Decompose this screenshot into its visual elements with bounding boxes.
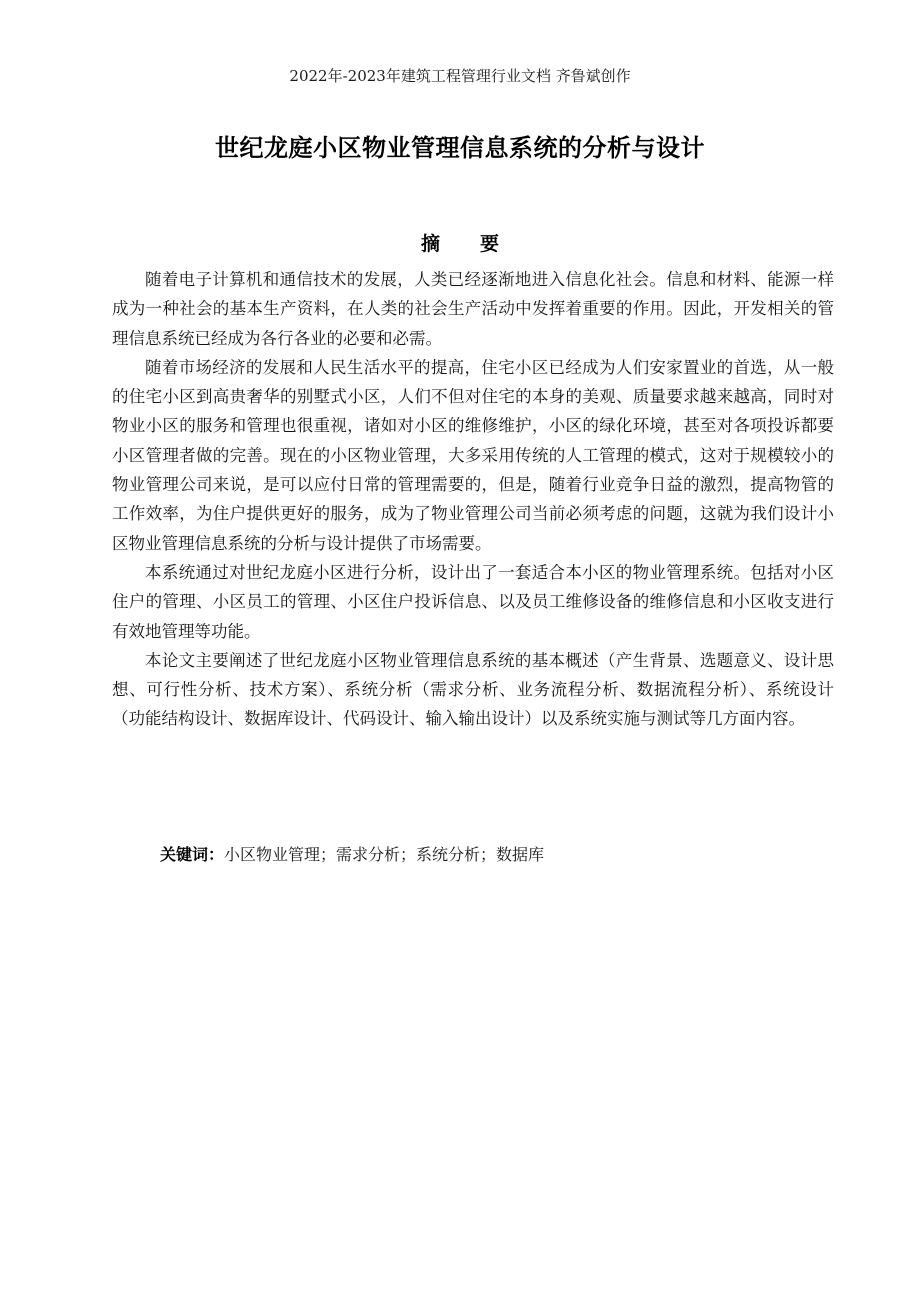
keywords-line: [160, 843, 544, 867]
page-header: 2022年-2023年建筑工程管理行业文档 齐鲁斌创作: [289, 67, 631, 85]
document-title: 世纪龙庭小区物业管理信息系统的分析与设计: [215, 134, 705, 162]
keywords-value: 小区物业管理；需求分析；系统分析；数据库: [224, 845, 545, 864]
abstract-paragraph-1: 随着电子计算机和通信技术的发展，人类已经逐渐地进入信息化社会。信息和材料、能源一样成为一种社会的基本生产资料，在人类的社会生产活动中发挥着重要的作用。因此，开发相关的管理信息系统已经成为各行各业的必要和必需。: [112, 270, 834, 348]
abstract-paragraph-4: 本论文主要阐述了世纪龙庭小区物业管理信息系统的基本概述（产生背景、选题意义、设计思想、可行性分析、技术方案）、系统分析（需求分析、业务流程分析、数据流程分析）、系统设计（功能结构设计、数据库设计、代码设计、输入输出设计）以及系统实施与测试等几方面内容。: [112, 650, 834, 729]
abstract-paragraph-3: 本系统通过对世纪龙庭小区进行分析，设计出了一套适合本小区的物业管理系统。包括对小区住户的管理、小区员工的管理、小区住户投诉信息、以及员工维修设备的维修信息和小区收支进行有效地管理等功能。: [112, 562, 834, 641]
abstract-paragraph-2: 随着市场经济的发展和人民生活水平的提高，住宅小区已经成为人们安家置业的首选，从一般的住宅小区到高贵奢华的别墅式小区，人们不但对住宅的本身的美观、质量要求越来越高，同时对物业小区的服务和管理也很重视，诸如对小区的维修维护，小区的绿化环境，甚至对各项投诉都要小区管理者做的完善。现在的小区物业管理，大多采用传统的人工管理的模式，这对于规模较小的物业管理公司来说，是可以应付日常的管理需要的，但是，随着行业竞争日益的激烈，提高物管的工作效率，为住户提供更好的服务，成为了物业管理公司当前必须考虑的问题，这就为我们设计小区物业管理信息系统的分析与设计提供了市场需要。: [112, 357, 834, 553]
abstract-heading-char-1: 摘: [420, 233, 440, 255]
abstract-body: [112, 265, 834, 734]
keywords-label: 关键词：: [160, 845, 225, 864]
abstract-heading: [0, 230, 920, 258]
abstract-heading-char-2: 要: [480, 233, 500, 255]
